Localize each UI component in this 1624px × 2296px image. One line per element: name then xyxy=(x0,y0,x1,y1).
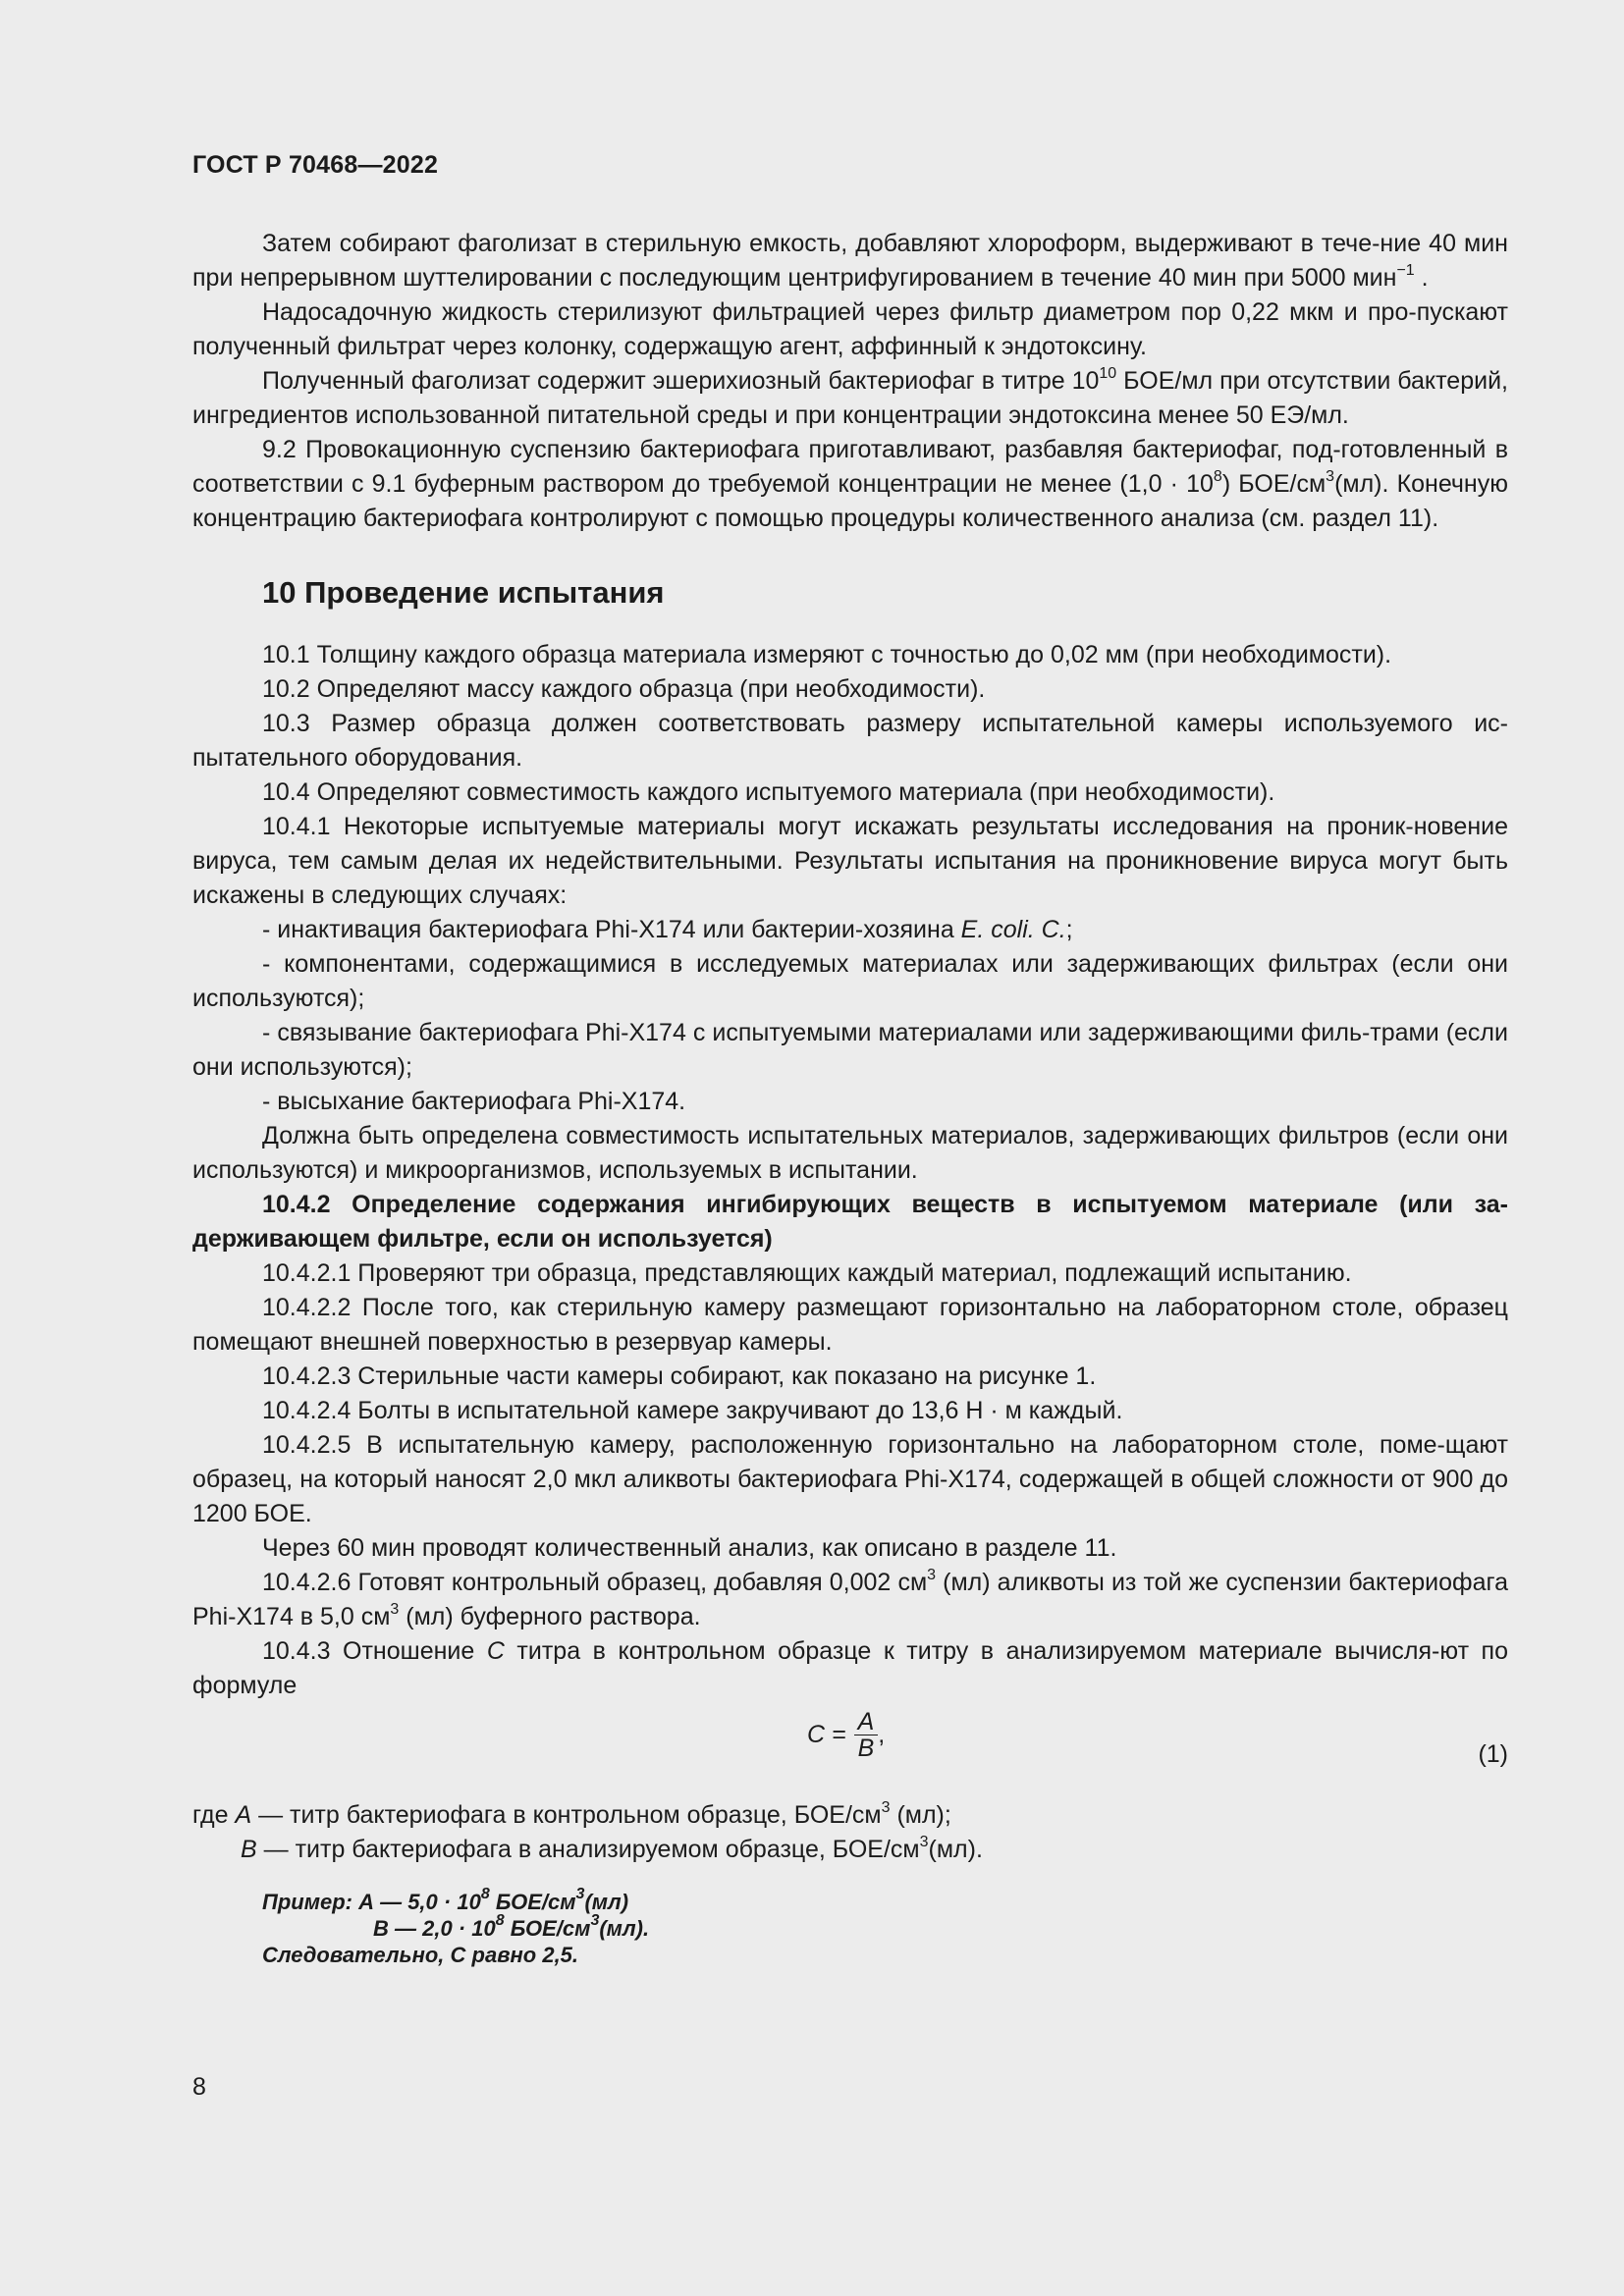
paragraph-10-4-2-3: 10.4.2.3 Стерильные части камеры собирают, как показано на рисунке 1. xyxy=(262,1362,1097,1390)
variable-definitions xyxy=(192,1798,1508,1867)
example-line: В — $2,0 \cdot 10^8$ БОЕ/$см^3(мл)$. xyxy=(373,1912,650,1941)
example-block xyxy=(262,1886,1508,1968)
paragraph: Затем собирают фаголизат в стерильную емкость, добавляют хлороформ, выдерживают в тече-ние 40 мин при непрерывном шуттелировании с последующим центрифугированием в течение 40 мин при 5000 мин$^{-1}$ . xyxy=(192,230,1508,292)
paragraph: Полученный фаголизат содержит эшерихиозный бактериофаг в титре $10^{10}$ БОЕ/мл при отсутствии бактерий, ингредиентов использованной питательной среды и при концентрации эндотоксина менее 50 ЕЭ/мл. xyxy=(192,365,1508,429)
paragraph-10-4-2-1: 10.4.2.1 Проверяют три образца, представляющих каждый материал, подлежащий испытанию. xyxy=(262,1259,1352,1287)
fraction: $\frac{A}{B}$ xyxy=(854,1709,879,1761)
equation-number: (1) xyxy=(1478,1740,1508,1768)
paragraph-10-4-2-4: 10.4.2.4 Болты в испытательной камере закручивают до 13,6 Н · м каждый. xyxy=(262,1397,1123,1424)
paragraph-10-4-1: 10.4.1 Некоторые испытуемые материалы могут искажать результаты исследования на проник-новение вируса, тем самым делая их недействительными. Результаты испытания на проникновение вируса могут быть искажены в следующих случаях: xyxy=(192,813,1508,909)
paragraph-9-2: 9.2 Провокационную суспензию бактериофага приготавливают, разбавляя бактериофаг, под-готовленный в соответствии с 9.1 буферным раствором до требуемой концентрации не менее $(1,0 \cdot 10^8)$ БОЕ/$см^3(мл)$. Конечную концентрацию бактериофага контролируют с помощью процедуры количественного анализа (см. раздел 11). xyxy=(192,436,1508,532)
list-item: - инактивация бактериофага Phi-X174 или бактерии-хозяина E. coli. C.; xyxy=(262,916,1073,943)
list-item: - компонентами, содержащимися в исследуемых материалах или задерживающих фильтрах (если они используются); xyxy=(192,950,1508,1012)
example-conclusion: Следовательно, С равно 2,5. xyxy=(262,1943,579,1967)
paragraph-10-4-2-6: 10.4.2.6 Готовят контрольный образец, добавляя 0,002 $см^3$ (мл) аликвоты из той же суспензии бактериофага Phi-X174 в 5,0 $см^3$ (мл) буферного раствора. xyxy=(192,1567,1508,1630)
paragraph: Должна быть определена совместимость испытательных материалов, задерживающих фильтров (если они используются) и микроорганизмов, используемых в испытании. xyxy=(192,1122,1508,1184)
paragraph: Надосадочную жидкость стерилизуют фильтрацией через фильтр диаметром пор 0,22 мкм и про-пускают полученный фильтрат через колонку, содержащую агент, аффинный к эндотоксину. xyxy=(192,298,1508,360)
paragraph-10-4-2-2: 10.4.2.2 После того, как стерильную камеру размещают горизонтально на лабораторном столе, образец помещают внешней поверхностью в резервуар камеры. xyxy=(192,1294,1508,1356)
section-title: 10 Проведение испытания xyxy=(262,575,665,610)
definition-a: где A — титр бактериофага в контрольном образце, БОЕ/$см^3$ (мл); xyxy=(192,1799,951,1829)
paragraph-10-4: 10.4 Определяют совместимость каждого испытуемого материала (при необходимости). xyxy=(262,778,1275,806)
document-page xyxy=(192,142,1508,1968)
paragraph-10-4-2-5: 10.4.2.5 В испытательную камеру, расположенную горизонтально на лабораторном столе, поме-щают образец, на который наносят 2,0 мкл аликвоты бактериофага Phi-X174, содержащей в общей сложности от 900 до 1200 БОЕ. xyxy=(192,1431,1508,1527)
paragraph-10-4-3: 10.4.3 Отношение C титра в контрольном образце к титру в анализируемом материале вычисля-ют по формуле xyxy=(192,1637,1509,1699)
paragraph-10-2: 10.2 Определяют массу каждого образца (при необходимости). xyxy=(262,675,986,703)
list-item: - связывание бактериофага Phi-X174 с испытуемыми материалами или задерживающими филь-трами (если они используются); xyxy=(192,1019,1508,1081)
page-number: 8 xyxy=(192,2073,206,2101)
paragraph-10-1: 10.1 Толщину каждого образца материала измеряют с точностью до 0,02 мм (при необходимости). xyxy=(262,641,1392,668)
list-item: - высыхание бактериофага Phi-X174. xyxy=(262,1088,686,1115)
subsection-heading-10-4-2: 10.4.2 Определение содержания ингибирующих веществ в испытуемом материале (или за-держивающем фильтре, если он используется) xyxy=(192,1191,1508,1253)
example-line: Пример: А — $5,0 \cdot 10^8$ БОЕ/$см^3(мл)$ xyxy=(262,1886,629,1914)
document-header: ГОСТ Р 70468—2022 xyxy=(192,151,439,179)
paragraph-10-3: 10.3 Размер образца должен соответствовать размеру испытательной камеры используемого ис-пытательного оборудования. xyxy=(192,710,1508,772)
formula: C = $\frac{A}{B}$ , xyxy=(807,1707,886,1762)
formula-block xyxy=(192,1705,1508,1798)
definition-b: B — титр бактериофага в анализируемом образце, БОЕ/$см^3(мл)$. xyxy=(241,1834,983,1863)
paragraph: Через 60 мин проводят количественный анализ, как описано в разделе 11. xyxy=(262,1534,1117,1562)
